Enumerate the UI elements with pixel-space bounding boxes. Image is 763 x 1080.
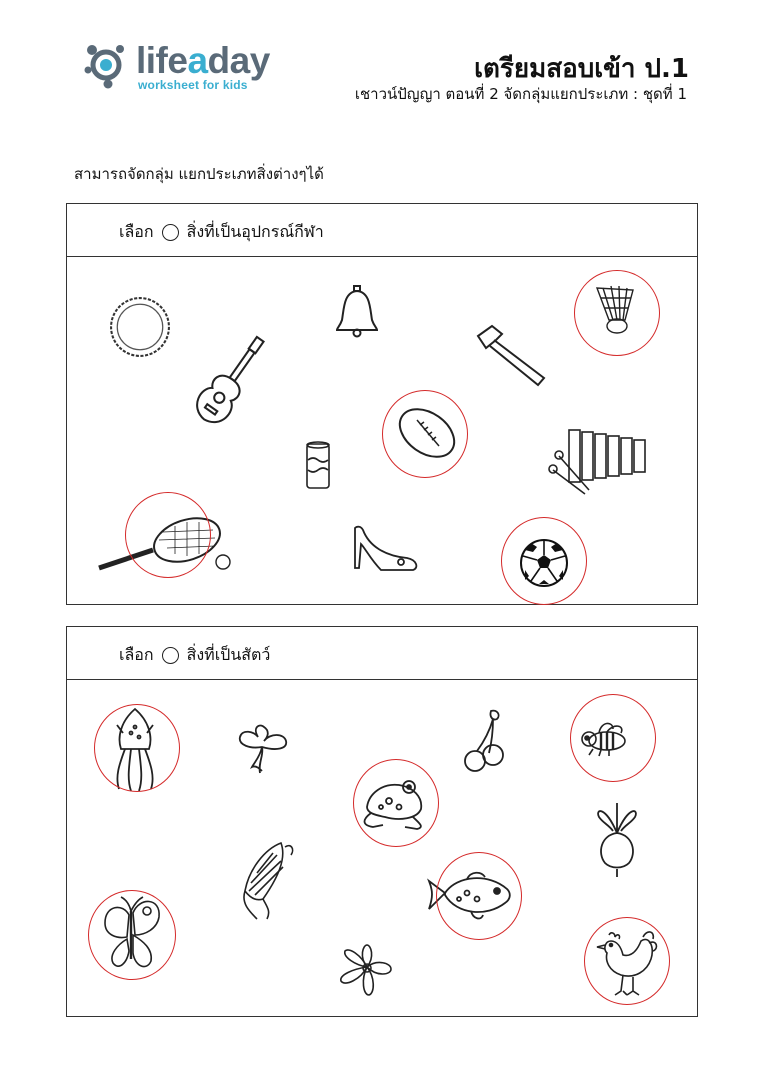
page-subtitle: เชาวน์ปัญญา ตอนที่ 2 จัดกลุ่มแยกประเภท : ชุดที่ 1 xyxy=(354,85,687,103)
bell-icon[interactable] xyxy=(332,280,382,338)
high-heel-shoe-icon[interactable] xyxy=(351,522,421,574)
plate-icon[interactable] xyxy=(109,296,171,358)
brand-tagline: worksheet for kids xyxy=(138,78,248,92)
answer-ring-soccer-ball xyxy=(501,517,587,605)
answer-ring-bee xyxy=(570,694,656,782)
beet-icon[interactable] xyxy=(591,797,643,877)
hammer-icon[interactable] xyxy=(472,322,550,390)
question-header xyxy=(67,204,697,257)
question-box-animals xyxy=(66,626,698,1017)
answer-ring-butterfly xyxy=(88,890,176,980)
answer-ring-rooster xyxy=(584,917,670,1005)
page-title: เตรียมสอบเข้า ป.1 xyxy=(474,54,689,84)
flower-icon[interactable] xyxy=(337,943,397,1001)
corn-icon[interactable] xyxy=(237,839,297,921)
clover-icon[interactable] xyxy=(230,723,294,775)
instruction-text: สามารถจัดกลุ่ม แยกประเภทสิ่งต่างๆได้ xyxy=(74,165,324,183)
guitar-icon[interactable] xyxy=(195,328,267,434)
question-prompt: สิ่งที่เป็นสัตว์ xyxy=(186,645,271,664)
answer-ring-frog xyxy=(353,759,439,847)
answer-ring-rugby-ball xyxy=(382,390,468,478)
radio-circle-icon[interactable] xyxy=(162,224,179,241)
brand-name: lifeaday xyxy=(136,40,270,81)
question-box-sports xyxy=(66,203,698,605)
radio-circle-icon[interactable] xyxy=(162,647,179,664)
molecule-logo-icon xyxy=(82,40,132,90)
question-header xyxy=(67,627,697,680)
answer-ring-squid xyxy=(94,704,180,792)
cherries-icon[interactable] xyxy=(461,707,507,773)
soda-can-icon[interactable] xyxy=(304,440,332,492)
answer-ring-shuttlecock xyxy=(574,270,660,356)
question-prompt: สิ่งที่เป็นอุปกรณ์กีฬา xyxy=(186,222,324,241)
select-label: เลือก xyxy=(119,645,154,664)
answer-ring-fish xyxy=(436,852,522,940)
answer-ring-tennis-racket xyxy=(125,492,211,578)
brand-logo xyxy=(82,40,282,96)
xylophone-icon[interactable] xyxy=(545,428,657,498)
select-label: เลือก xyxy=(119,222,154,241)
